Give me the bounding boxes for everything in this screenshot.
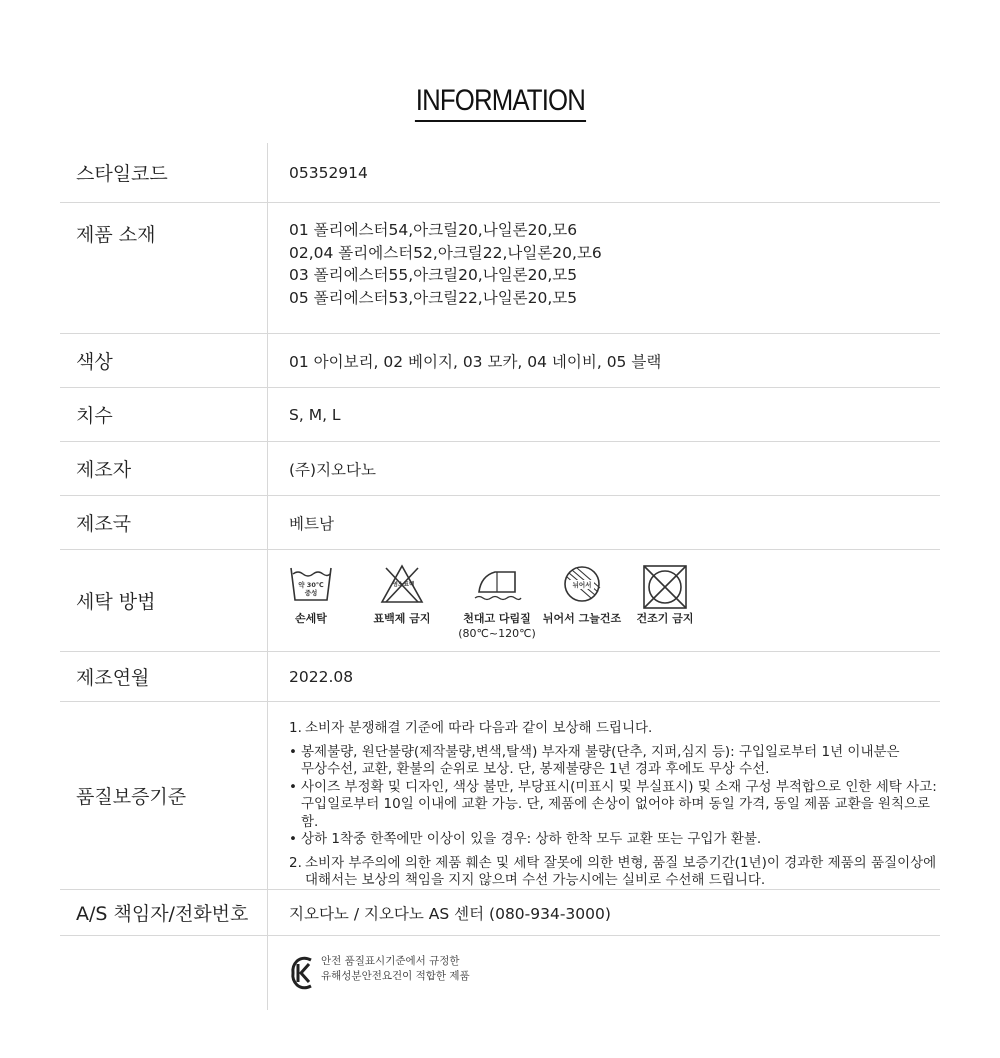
iron-icon <box>469 564 525 606</box>
kc-line: 안전 품질표시기준에서 규정한 <box>321 955 460 967</box>
row-label: A/S 책임자/전화번호 <box>60 890 268 935</box>
row-country <box>60 496 940 550</box>
quality-bullet <box>289 779 940 832</box>
bullet-line: 봉제불량, 원단불량(제작불량,변색,탈색) 부자재 불량(단추, 지퍼,심지 등): 구입일로부터 1년 이내분은 <box>301 743 900 760</box>
care-item <box>289 564 333 626</box>
as-value: 지오다노 / 지오다노 AS 센터 (080-934-3000) <box>289 904 611 923</box>
color-value: 01 아이보리, 02 베이지, 03 모카, 04 네이비, 05 블랙 <box>289 352 662 371</box>
row-washing <box>60 550 940 652</box>
bullet-line: 상하 1착중 한쪽에만 이상이 있을 경우: 상하 한착 모두 교환 또는 구입가 환불. <box>301 831 762 847</box>
care-caption: 천대고 다림질 <box>463 612 531 625</box>
row-quality <box>60 702 940 890</box>
bullet-line: 구입일로부터 10일 이내에 교환 가능. 단, 제품에 손상이 없어야 하며 동일 가격, 동일 제품 교환을 원칙으로 함. <box>301 796 931 830</box>
row-as <box>60 890 940 936</box>
material-line: 03 폴리에스터55,아크릴20,나일론20,모5 <box>289 266 578 284</box>
style-code-value: 05352914 <box>289 163 368 182</box>
icon-text: 뉘어서 <box>572 581 592 589</box>
row-label: 제조국 <box>60 496 268 549</box>
quality-item-1 <box>289 720 940 738</box>
bullet-dot: • <box>289 743 297 760</box>
info-table <box>60 143 940 1010</box>
kc-text <box>321 954 470 984</box>
kc-mark-icon <box>289 954 315 992</box>
care-item <box>457 564 537 640</box>
maker-value: (주)지오다노 <box>289 460 376 479</box>
quality-bullet <box>289 831 940 849</box>
row-label-empty <box>60 936 268 1010</box>
item-text: 소비자 부주의에 의한 제품 훼손 및 세탁 잘못에 의한 변형, 품질 보증기간(1년)이 경과한 제품의 품질이상에 <box>305 854 937 871</box>
quality-bullet <box>289 744 940 779</box>
care-sub-caption: (80℃~120℃) <box>458 627 536 640</box>
country-value: 베트남 <box>289 514 334 533</box>
row-color <box>60 334 940 388</box>
row-label: 품질보증기준 <box>60 702 268 889</box>
quality-text <box>268 702 940 889</box>
row-label: 색상 <box>60 334 268 387</box>
hand-wash-icon <box>289 564 333 604</box>
care-caption: 표백제 금지 <box>373 612 431 625</box>
row-date <box>60 652 940 702</box>
care-item <box>635 564 695 626</box>
bullet-dot: • <box>289 778 297 795</box>
bullet-dot: • <box>289 831 297 847</box>
date-value: 2022.08 <box>289 667 354 686</box>
row-label: 제품 소재 <box>60 203 268 333</box>
icon-text: 염소 <box>392 582 404 588</box>
no-bleach-icon <box>380 564 424 604</box>
washing-icons <box>268 550 940 651</box>
care-caption: 건조기 금지 <box>636 612 694 625</box>
item-number: 1. <box>289 720 302 736</box>
wring-shade-dry-icon <box>558 564 606 604</box>
care-item <box>367 564 437 626</box>
row-label: 제조자 <box>60 442 268 495</box>
icon-text: 표백 <box>403 582 415 588</box>
page-title: INFORMATION <box>415 82 586 122</box>
page-title-wrap <box>0 82 1000 122</box>
row-style-code <box>60 143 940 203</box>
kc-line: 유해성분안전요건이 적합한 제품 <box>321 970 470 982</box>
item-text: 대해서는 보상의 책임을 지지 않으며 수선 가능시에는 실비로 수선해 드립니다. <box>305 872 766 888</box>
size-value: S, M, L <box>289 405 341 424</box>
material-line: 05 폴리에스터53,아크릴22,나일론20,모5 <box>289 288 578 307</box>
row-maker <box>60 442 940 496</box>
care-item <box>539 564 625 626</box>
row-label: 제조연월 <box>60 652 268 701</box>
bullet-line: 무상수선, 교환, 환불의 순위로 보상. 단, 봉제불량은 1년 경과 후에도 무상 수선. <box>301 761 770 777</box>
item-text: 소비자 분쟁해결 기준에 따라 다음과 같이 보상해 드립니다. <box>305 720 653 736</box>
material-line: 01 폴리에스터54,아크릴20,나일론20,모6 <box>289 221 578 239</box>
icon-text: 약 30℃ <box>298 581 324 589</box>
row-label: 세탁 방법 <box>60 550 268 651</box>
kc-certification <box>268 936 940 1010</box>
material-lines <box>268 203 940 333</box>
no-tumble-dry-icon <box>641 564 689 610</box>
icon-text: 중성 <box>304 589 318 597</box>
row-label: 스타일코드 <box>60 143 268 202</box>
row-size <box>60 388 940 442</box>
item-number: 2. <box>289 854 302 871</box>
quality-item-2 <box>289 855 940 890</box>
row-material <box>60 203 940 334</box>
care-caption: 손세탁 <box>295 612 327 625</box>
material-line: 02,04 폴리에스터52,아크릴22,나일론20,모6 <box>289 243 602 262</box>
row-label: 치수 <box>60 388 268 441</box>
row-kc <box>60 936 940 1010</box>
care-caption: 뉘어서 그늘건조 <box>542 612 622 625</box>
bullet-line: 사이즈 부정확 및 디자인, 색상 불만, 부당표시(미표시 및 부실표시) 및 소재 구성 부적합으로 인한 세탁 사고: <box>301 778 937 795</box>
